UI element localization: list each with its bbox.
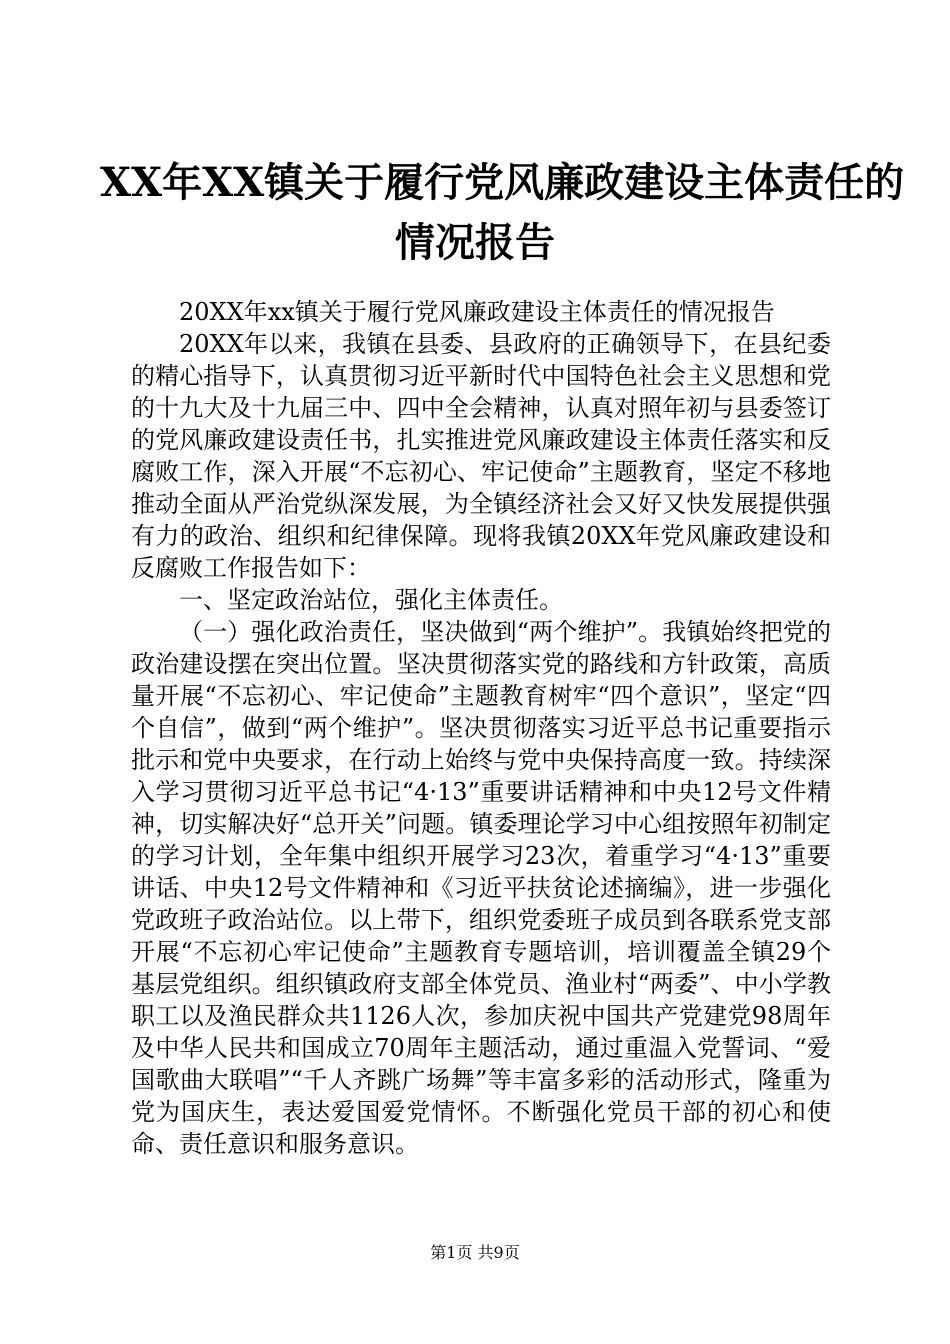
page-number-footer: 第1页 共9页: [430, 1243, 520, 1262]
document-body: [131, 296, 831, 1160]
document-title-line-2: 情况报告: [395, 219, 555, 266]
subtitle-paragraph: 20XX年xx镇关于履行党风廉政建设主体责任的情况报告: [179, 298, 775, 326]
intro-paragraph: 20XX年以来，我镇在县委、县政府的正确领导下，在县纪委的精心指导下，认真贯彻习近平新时代中国特色社会主义思想和党的十九大及十九届三中、四中全会精神，认真对照年初与县委签订的党风廉政建设责任书，扎实推进党风廉政建设主体责任落实和反腐败工作，深入开展“不忘初心、牢记使命”主题教育，坚定不移地推动全面从严治党纵深发展，为全镇经济社会又好又快发展提供强有力的政治、组织和纪律保障。现将我镇20XX年党风廉政建设和反腐败工作报告如下：: [131, 330, 831, 582]
section-paragraph: （一）强化政治责任，坚决做到“两个维护”。我镇始终把党的政治建设摆在突出位置。坚决贯彻落实党的路线和方针政策，高质量开展“不忘初心、牢记使命”主题教育树牢“四个意识”，坚定“四个自信”，做到“两个维护”。坚决贯彻落实习近平总书记重要指示批示和党中央要求，在行动上始终与党中央保持高度一致。持续深入学习贯彻习近平总书记“4·13”重要讲话精神和中央12号文件精神，切实解决好“总开关”问题。镇委理论学习中心组按照年初制定的学习计划，全年集中组织开展学习23次，着重学习“4·13”重要讲话、中央12号文件精神和《习近平扶贫论述摘编》，进一步强化党政班子政治站位。以上带下，组织党委班子成员到各联系党支部开展“不忘初心牢记使命”主题教育专题培训，培训覆盖全镇29个基层党组织。组织镇政府支部全体党员、渔业村“两委”、中小学教职工以及渔民群众共1126人次，参加庆祝中国共产党建党98周年及中华人民共和国成立70周年主题活动，通过重温入党誓词、“爱国歌曲大联唱”“千人齐跳广场舞”等丰富多彩的活动形式，隆重为党为国庆生，表达爱国爱党情怀。不断强化党员干部的初心和使命、责任意识和服务意识。: [131, 618, 831, 1158]
document-title-line-1: XX年XX镇关于履行党风廉政建设主体责任的: [100, 159, 905, 206]
section-heading: 一、坚定政治站位，强化主体责任。: [179, 586, 563, 614]
